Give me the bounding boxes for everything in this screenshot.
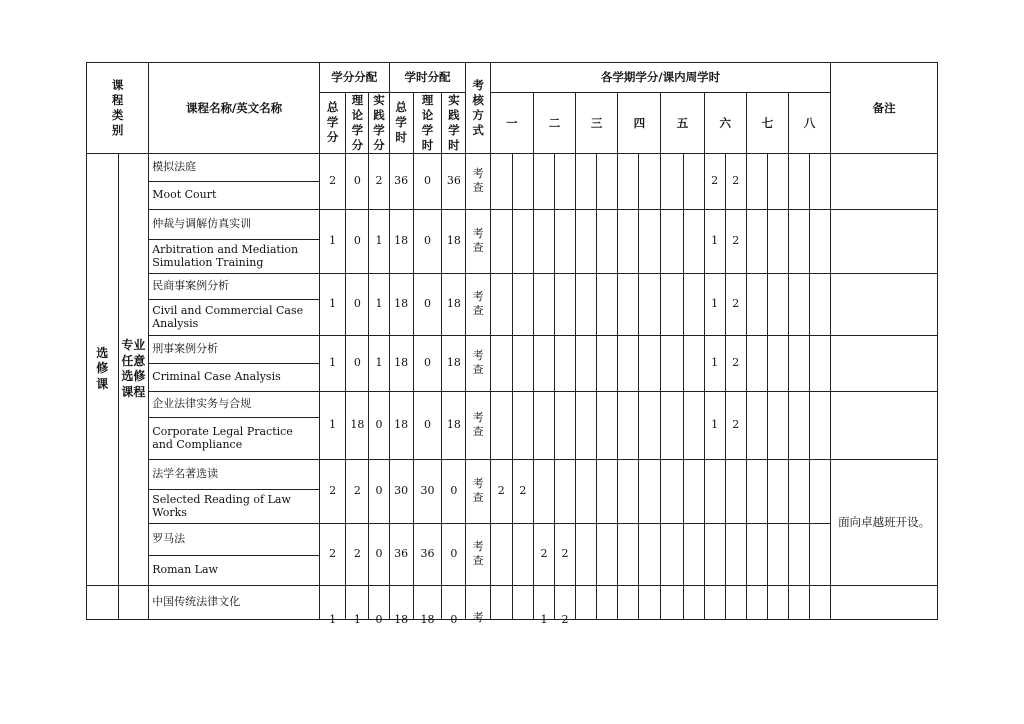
semester-cell (490, 335, 512, 391)
course-theory-credit: 0 (346, 153, 369, 209)
course-assessment: 考 (466, 585, 490, 619)
semester-cell (490, 273, 512, 335)
semester-cell (533, 273, 554, 335)
semester-cell (661, 209, 683, 273)
course-practice-credit: 1 (369, 209, 389, 273)
header-semester-2: 三 (576, 93, 618, 154)
header-hours-sub-2: 实践学时 (442, 93, 466, 154)
semester-cell (725, 459, 746, 523)
header-category: 课程类别 (87, 63, 149, 154)
semester-cell (597, 459, 618, 523)
semester-cell (490, 523, 512, 585)
semester-cell (639, 523, 661, 585)
semester-cell (704, 585, 725, 619)
semester-cell (788, 273, 809, 335)
semester-cell (746, 273, 767, 335)
semester-cell (533, 209, 554, 273)
semester-cell (725, 585, 746, 619)
semester-cell (661, 391, 683, 459)
header-semester-1: 二 (533, 93, 575, 154)
course-remark (831, 153, 938, 209)
semester-cell (767, 209, 788, 273)
semester-cell (512, 523, 533, 585)
semester-cell (490, 153, 512, 209)
semester-cell: 2 (725, 209, 746, 273)
course-theory-hours: 36 (413, 523, 441, 585)
header-semester-group: 各学期学分/课内周学时 (490, 63, 831, 93)
course-theory-credit: 0 (346, 209, 369, 273)
semester-cell (618, 585, 639, 619)
semester-cell (533, 335, 554, 391)
semester-cell (767, 585, 788, 619)
semester-cell (767, 335, 788, 391)
course-total-credit: 2 (319, 523, 345, 585)
semester-cell (597, 153, 618, 209)
course-practice-credit: 1 (369, 273, 389, 335)
header-assessment: 考核方式 (466, 63, 490, 154)
course-total-hours: 30 (389, 459, 413, 523)
semester-cell (704, 459, 725, 523)
semester-cell (512, 585, 533, 619)
course-total-credit: 1 (319, 335, 345, 391)
semester-cell (512, 273, 533, 335)
semester-cell (639, 335, 661, 391)
semester-cell (661, 153, 683, 209)
course-table-page (86, 62, 938, 628)
course-practice-credit: 1 (369, 335, 389, 391)
semester-cell (661, 273, 683, 335)
header-semester-0: 一 (490, 93, 533, 154)
semester-cell (704, 523, 725, 585)
semester-cell (810, 335, 831, 391)
semester-cell (767, 459, 788, 523)
semester-cell (597, 585, 618, 619)
semester-cell (576, 523, 597, 585)
semester-cell: 1 (704, 273, 725, 335)
semester-cell (512, 335, 533, 391)
semester-cell: 2 (512, 459, 533, 523)
semester-cell (490, 209, 512, 273)
semester-cell (810, 585, 831, 619)
semester-cell: 2 (533, 523, 554, 585)
course-theory-credit: 18 (346, 391, 369, 459)
header-credit-sub-1: 理论学分 (346, 93, 369, 154)
course-total-hours: 18 (389, 335, 413, 391)
semester-cell (639, 153, 661, 209)
course-practice-hours: 36 (442, 153, 466, 209)
course-assessment: 考查 (466, 273, 490, 335)
course-theory-hours: 0 (413, 209, 441, 273)
semester-cell (661, 335, 683, 391)
header-credit-sub-0: 总学分 (319, 93, 345, 154)
course-total-credit: 1 (319, 585, 345, 619)
course-remark-shared: 面向卓越班开设。 (831, 459, 938, 585)
semester-cell (683, 153, 704, 209)
semester-cell (576, 585, 597, 619)
semester-cell (533, 153, 554, 209)
semester-cell (746, 459, 767, 523)
header-semester-4: 五 (661, 93, 704, 154)
course-theory-hours: 18 (413, 585, 441, 619)
semester-cell: 2 (725, 273, 746, 335)
course-total-hours: 18 (389, 209, 413, 273)
semester-cell (533, 459, 554, 523)
semester-cell (512, 391, 533, 459)
semester-cell (810, 209, 831, 273)
semester-cell (746, 153, 767, 209)
semester-cell (788, 391, 809, 459)
semester-cell (767, 273, 788, 335)
semester-cell (597, 335, 618, 391)
semester-cell (639, 459, 661, 523)
course-practice-hours: 18 (442, 335, 466, 391)
header-credit-alloc: 学分分配 (319, 63, 389, 93)
course-practice-credit: 0 (369, 523, 389, 585)
course-total-credit: 2 (319, 459, 345, 523)
course-remark (831, 335, 938, 391)
course-theory-credit: 2 (346, 523, 369, 585)
header-hours-sub-0: 总学时 (389, 93, 413, 154)
header-semester-6: 七 (746, 93, 788, 154)
semester-cell (788, 335, 809, 391)
semester-cell (490, 391, 512, 459)
semester-cell (788, 585, 809, 619)
semester-cell: 1 (533, 585, 554, 619)
semester-cell: 2 (725, 391, 746, 459)
semester-cell (639, 273, 661, 335)
semester-cell (618, 273, 639, 335)
course-assessment: 考查 (466, 523, 490, 585)
course-total-hours: 18 (389, 585, 413, 619)
course-table (86, 62, 938, 626)
semester-cell (512, 209, 533, 273)
course-practice-hours: 18 (442, 273, 466, 335)
course-name-en: Criminal Case Analysis (149, 363, 320, 391)
course-total-credit: 1 (319, 209, 345, 273)
semester-cell (555, 459, 576, 523)
course-name-cn: 企业法律实务与合规 (149, 391, 320, 417)
semester-cell (576, 335, 597, 391)
course-row (87, 523, 938, 555)
semester-cell: 1 (704, 391, 725, 459)
course-name-cn: 仲裁与调解仿真实训 (149, 209, 320, 239)
header-semester-7: 八 (788, 93, 830, 154)
semester-cell (576, 391, 597, 459)
category-sub-next (118, 585, 149, 619)
semester-cell (683, 523, 704, 585)
semester-cell (746, 335, 767, 391)
course-name-en: Moot Court (149, 181, 320, 209)
course-total-hours: 36 (389, 523, 413, 585)
course-remark (831, 273, 938, 335)
semester-cell (555, 335, 576, 391)
header-hours-sub-1: 理论学时 (413, 93, 441, 154)
course-theory-hours: 30 (413, 459, 441, 523)
semester-cell (618, 523, 639, 585)
course-remark (831, 585, 938, 619)
course-name-en: Arbitration and Mediation Simulation Training (149, 239, 320, 273)
course-theory-hours: 0 (413, 391, 441, 459)
semester-cell (618, 153, 639, 209)
semester-cell: 2 (725, 335, 746, 391)
semester-cell: 1 (704, 335, 725, 391)
course-name-cn: 民商事案例分析 (149, 273, 320, 299)
course-theory-hours: 0 (413, 335, 441, 391)
course-practice-hours: 0 (442, 459, 466, 523)
semester-cell (683, 459, 704, 523)
semester-cell: 2 (704, 153, 725, 209)
semester-cell (746, 391, 767, 459)
header-hours-alloc: 学时分配 (389, 63, 466, 93)
semester-cell: 2 (555, 585, 576, 619)
course-row (87, 209, 938, 239)
course-practice-credit: 2 (369, 153, 389, 209)
course-total-credit: 2 (319, 153, 345, 209)
semester-cell (810, 459, 831, 523)
course-name-en: Selected Reading of Law Works (149, 489, 320, 523)
semester-cell (767, 391, 788, 459)
semester-cell (767, 153, 788, 209)
course-practice-credit: 0 (369, 391, 389, 459)
course-total-credit: 1 (319, 391, 345, 459)
semester-cell (683, 391, 704, 459)
course-practice-hours: 0 (442, 585, 466, 619)
semester-cell: 2 (490, 459, 512, 523)
semester-cell (767, 523, 788, 585)
course-row-next (87, 585, 938, 619)
course-assessment: 考查 (466, 459, 490, 523)
course-total-hours: 18 (389, 391, 413, 459)
semester-cell: 2 (725, 153, 746, 209)
semester-cell (661, 459, 683, 523)
header-remarks: 备注 (831, 63, 938, 154)
course-row (87, 153, 938, 181)
semester-cell (576, 459, 597, 523)
semester-cell (810, 273, 831, 335)
semester-cell: 1 (704, 209, 725, 273)
course-name-cn: 刑事案例分析 (149, 335, 320, 363)
semester-cell (555, 209, 576, 273)
semester-cell (597, 209, 618, 273)
course-assessment: 考查 (466, 209, 490, 273)
semester-cell (639, 585, 661, 619)
semester-cell (810, 523, 831, 585)
course-theory-hours: 0 (413, 153, 441, 209)
course-remark (831, 391, 938, 459)
header-credit-sub-2: 实践学分 (369, 93, 389, 154)
course-practice-credit: 0 (369, 585, 389, 619)
course-assessment: 考查 (466, 391, 490, 459)
course-theory-credit: 0 (346, 273, 369, 335)
category-main-next (87, 585, 119, 619)
course-practice-hours: 18 (442, 391, 466, 459)
course-name-en: Corporate Legal Practice and Compliance (149, 417, 320, 459)
semester-cell (618, 391, 639, 459)
course-name-en: Roman Law (149, 555, 320, 585)
course-row (87, 273, 938, 299)
semester-cell (490, 585, 512, 619)
header-semester-3: 四 (618, 93, 661, 154)
semester-cell (555, 273, 576, 335)
course-name-cn: 法学名著选读 (149, 459, 320, 489)
course-name-cn: 模拟法庭 (149, 153, 320, 181)
course-name-en: Civil and Commercial Case Analysis (149, 299, 320, 335)
semester-cell (810, 391, 831, 459)
course-practice-hours: 0 (442, 523, 466, 585)
semester-cell (555, 391, 576, 459)
semester-cell (597, 391, 618, 459)
semester-cell (618, 209, 639, 273)
semester-cell (661, 585, 683, 619)
semester-cell (788, 153, 809, 209)
course-total-hours: 18 (389, 273, 413, 335)
semester-cell (725, 523, 746, 585)
semester-cell (533, 391, 554, 459)
semester-cell (576, 209, 597, 273)
course-row (87, 335, 938, 363)
semester-cell (683, 335, 704, 391)
course-theory-credit: 2 (346, 459, 369, 523)
category-sub: 专业任意选修课程 (118, 153, 149, 585)
header-semester-5: 六 (704, 93, 746, 154)
semester-cell (746, 585, 767, 619)
course-row (87, 391, 938, 417)
course-name-cn: 中国传统法律文化 (149, 585, 320, 619)
course-assessment: 考查 (466, 153, 490, 209)
course-theory-credit: 1 (346, 585, 369, 619)
semester-cell (788, 209, 809, 273)
category-main: 选修课 (87, 153, 119, 585)
semester-cell (788, 523, 809, 585)
semester-cell (683, 273, 704, 335)
semester-cell (576, 153, 597, 209)
course-assessment: 考查 (466, 335, 490, 391)
semester-cell (746, 523, 767, 585)
semester-cell (618, 335, 639, 391)
semester-cell (639, 209, 661, 273)
semester-cell (555, 153, 576, 209)
semester-cell (597, 523, 618, 585)
course-name-cn: 罗马法 (149, 523, 320, 555)
course-theory-hours: 0 (413, 273, 441, 335)
header-course-name: 课程名称/英文名称 (149, 63, 320, 154)
semester-cell: 2 (555, 523, 576, 585)
semester-cell (746, 209, 767, 273)
semester-cell (683, 585, 704, 619)
semester-cell (512, 153, 533, 209)
semester-cell (576, 273, 597, 335)
course-remark (831, 209, 938, 273)
semester-cell (810, 153, 831, 209)
course-theory-credit: 0 (346, 335, 369, 391)
course-practice-credit: 0 (369, 459, 389, 523)
semester-cell (661, 523, 683, 585)
course-total-hours: 36 (389, 153, 413, 209)
semester-cell (597, 273, 618, 335)
semester-cell (683, 209, 704, 273)
semester-cell (788, 459, 809, 523)
course-practice-hours: 18 (442, 209, 466, 273)
course-total-credit: 1 (319, 273, 345, 335)
semester-cell (639, 391, 661, 459)
semester-cell (618, 459, 639, 523)
course-row (87, 459, 938, 489)
